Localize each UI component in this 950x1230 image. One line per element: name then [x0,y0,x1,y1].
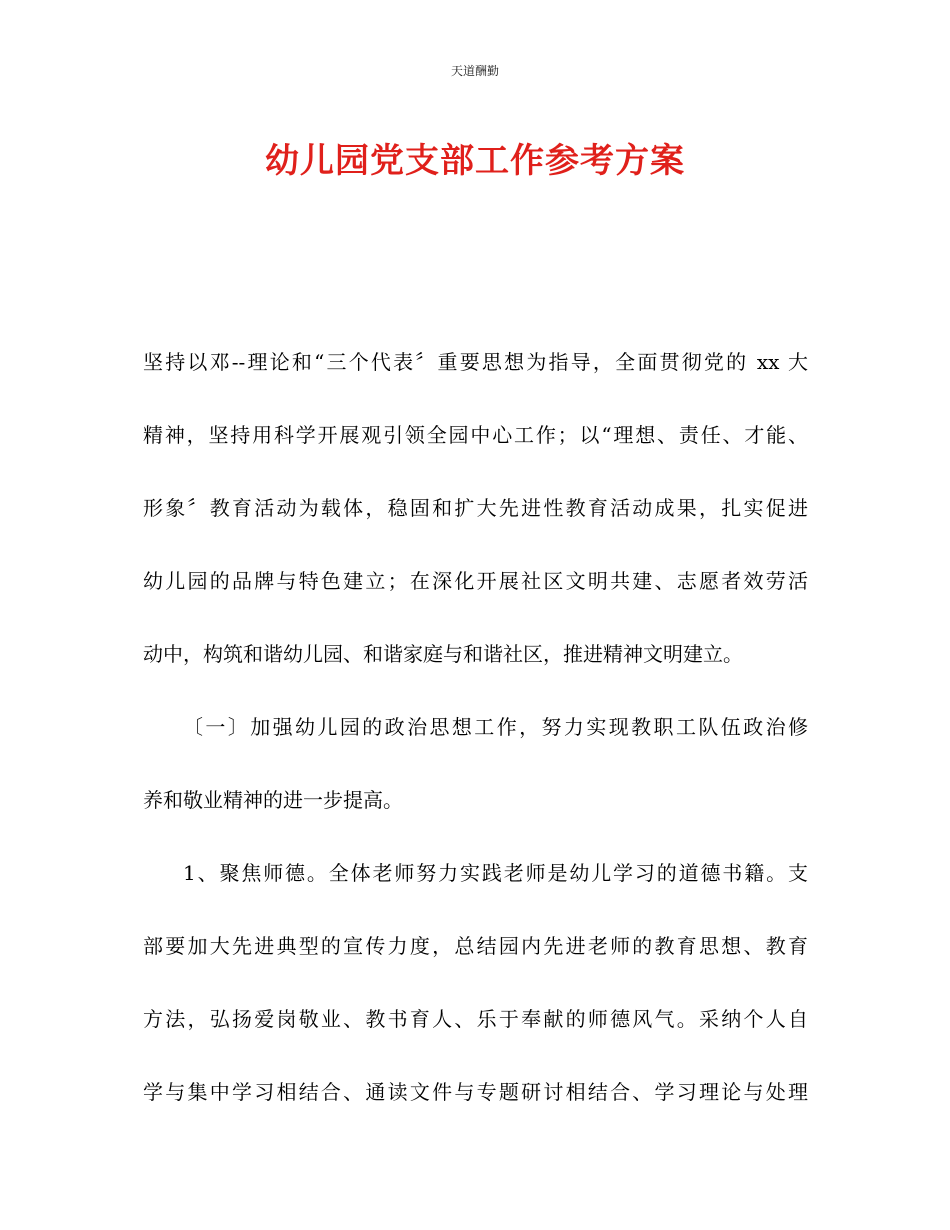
body-line: 方法，弘扬爱岗敬业、教书育人、乐于奉献的师德风气。采纳个人自 [143,1007,808,1031]
body-line: 〔一〕加强幼儿园的政治思想工作，努力实现教职工队伍政治修 [183,715,808,739]
body-line: 部要加大先进典型的宣传力度，总结园内先进老师的教育思想、教育 [143,934,808,958]
body-line: 幼儿园的品牌与特色建立；在深化开展社区文明共建、志愿者效劳活 [143,569,808,593]
body-line: 动中，构筑和谐幼儿园、和谐家庭与和谐社区，推进精神文明建立。 [143,642,743,666]
document-title: 幼儿园党支部工作参考方案 [265,141,685,181]
body-line: 坚持以邓--理论和“三个代表〞重要思想为指导，全面贯彻党的 xx 大 [143,350,808,374]
body-line: 精神，坚持用科学开展观引领全园中心工作；以“理想、责任、才能、 [143,423,808,447]
page-header: 天道酬勤 [450,64,499,78]
body-line: 形象〞教育活动为载体，稳固和扩大先进性教育活动成果，扎实促进 [143,496,808,520]
body-line: 1、聚焦师德。全体老师努力实践老师是幼儿学习的道德书籍。支 [183,861,808,885]
body-line: 养和敬业精神的进一步提高。 [143,788,403,812]
body-line: 学与集中学习相结合、通读文件与专题研讨相结合、学习理论与处理 [143,1080,808,1104]
document-body [143,326,808,1129]
